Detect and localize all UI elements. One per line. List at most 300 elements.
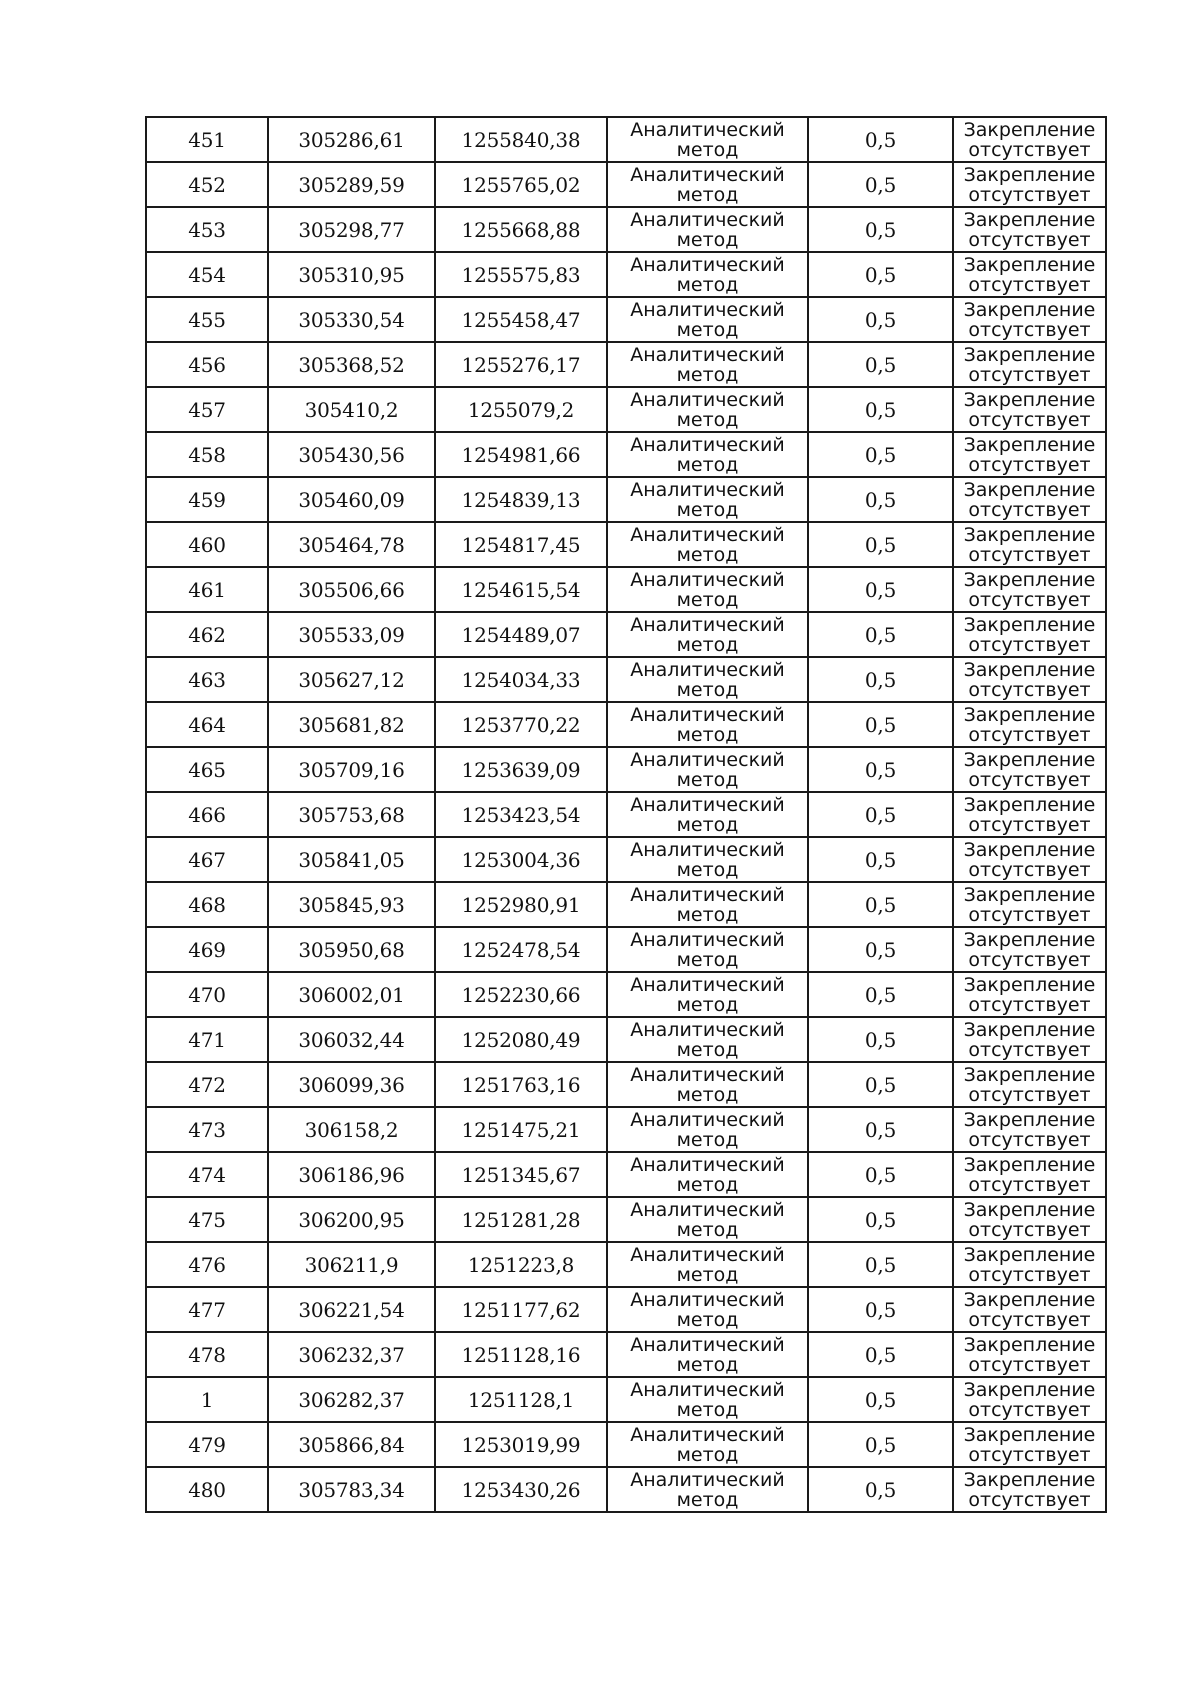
fixing-cell bbox=[953, 882, 1106, 927]
x-coordinate-cell: 305841,05 bbox=[268, 837, 435, 882]
fixing-cell-line: отсутствует bbox=[968, 138, 1091, 161]
fixing-cell bbox=[953, 117, 1106, 162]
x-coordinate-cell: 305330,54 bbox=[268, 297, 435, 342]
fixing-cell-line: Закрепление bbox=[963, 703, 1096, 726]
fixing-cell bbox=[953, 387, 1106, 432]
point-number-cell: 477 bbox=[146, 1287, 268, 1332]
fixing-cell-line: отсутствует bbox=[968, 318, 1091, 341]
method-cell-line: метод bbox=[676, 1488, 739, 1511]
table-row bbox=[146, 1467, 1106, 1512]
fixing-cell-line: Закрепление bbox=[963, 1198, 1096, 1221]
accuracy-cell: 0,5 bbox=[808, 297, 953, 342]
point-number-cell: 469 bbox=[146, 927, 268, 972]
table-row bbox=[146, 1377, 1106, 1422]
fixing-cell-line: отсутствует bbox=[968, 633, 1091, 656]
fixing-cell bbox=[953, 1197, 1106, 1242]
y-coordinate-cell: 1253639,09 bbox=[435, 747, 607, 792]
x-coordinate-cell: 305533,09 bbox=[268, 612, 435, 657]
method-cell bbox=[607, 1107, 808, 1152]
fixing-cell-line: Закрепление bbox=[963, 613, 1096, 636]
y-coordinate-cell: 1251177,62 bbox=[435, 1287, 607, 1332]
fixing-cell-line: Закрепление bbox=[963, 1243, 1096, 1266]
table-row bbox=[146, 387, 1106, 432]
fixing-cell-line: Закрепление bbox=[963, 793, 1096, 816]
point-number-cell: 478 bbox=[146, 1332, 268, 1377]
fixing-cell bbox=[953, 522, 1106, 567]
accuracy-cell: 0,5 bbox=[808, 1242, 953, 1287]
fixing-cell-line: отсутствует bbox=[968, 453, 1091, 476]
accuracy-cell: 0,5 bbox=[808, 252, 953, 297]
method-cell-line: Аналитический bbox=[630, 163, 785, 186]
coordinates-table-container bbox=[145, 116, 1105, 1513]
x-coordinate-cell: 305627,12 bbox=[268, 657, 435, 702]
method-cell-line: Аналитический bbox=[630, 1333, 785, 1356]
table-row bbox=[146, 1422, 1106, 1467]
y-coordinate-cell: 1253019,99 bbox=[435, 1422, 607, 1467]
fixing-cell-line: Закрепление bbox=[963, 1333, 1096, 1356]
method-cell-line: метод bbox=[676, 1398, 739, 1421]
method-cell-line: Аналитический bbox=[630, 343, 785, 366]
x-coordinate-cell: 306002,01 bbox=[268, 972, 435, 1017]
point-number-cell: 471 bbox=[146, 1017, 268, 1062]
table-body bbox=[146, 117, 1106, 1512]
method-cell bbox=[607, 1062, 808, 1107]
table-row bbox=[146, 207, 1106, 252]
fixing-cell bbox=[953, 1152, 1106, 1197]
point-number-cell: 1 bbox=[146, 1377, 268, 1422]
accuracy-cell: 0,5 bbox=[808, 927, 953, 972]
accuracy-cell: 0,5 bbox=[808, 882, 953, 927]
fixing-cell-line: Закрепление bbox=[963, 658, 1096, 681]
table-row bbox=[146, 1062, 1106, 1107]
y-coordinate-cell: 1252980,91 bbox=[435, 882, 607, 927]
method-cell-line: Аналитический bbox=[630, 703, 785, 726]
point-number-cell: 452 bbox=[146, 162, 268, 207]
table-row bbox=[146, 1017, 1106, 1062]
method-cell-line: метод bbox=[676, 993, 739, 1016]
fixing-cell bbox=[953, 342, 1106, 387]
method-cell-line: метод bbox=[676, 318, 739, 341]
method-cell-line: Аналитический bbox=[630, 1423, 785, 1446]
method-cell bbox=[607, 432, 808, 477]
point-number-cell: 451 bbox=[146, 117, 268, 162]
method-cell-line: Аналитический bbox=[630, 1243, 785, 1266]
x-coordinate-cell: 305310,95 bbox=[268, 252, 435, 297]
fixing-cell-line: Закрепление bbox=[963, 1378, 1096, 1401]
x-coordinate-cell: 305464,78 bbox=[268, 522, 435, 567]
y-coordinate-cell: 1254489,07 bbox=[435, 612, 607, 657]
y-coordinate-cell: 1251223,8 bbox=[435, 1242, 607, 1287]
fixing-cell bbox=[953, 207, 1106, 252]
fixing-cell-line: отсутствует bbox=[968, 228, 1091, 251]
fixing-cell-line: отсутствует bbox=[968, 1488, 1091, 1511]
x-coordinate-cell: 306032,44 bbox=[268, 1017, 435, 1062]
table-row bbox=[146, 927, 1106, 972]
x-coordinate-cell: 305866,84 bbox=[268, 1422, 435, 1467]
method-cell-line: метод bbox=[676, 678, 739, 701]
method-cell bbox=[607, 252, 808, 297]
fixing-cell-line: отсутствует bbox=[968, 678, 1091, 701]
fixing-cell bbox=[953, 927, 1106, 972]
method-cell-line: Аналитический bbox=[630, 1063, 785, 1086]
fixing-cell-line: отсутствует bbox=[968, 1308, 1091, 1331]
method-cell bbox=[607, 1017, 808, 1062]
method-cell-line: Аналитический bbox=[630, 253, 785, 276]
point-number-cell: 475 bbox=[146, 1197, 268, 1242]
accuracy-cell: 0,5 bbox=[808, 1017, 953, 1062]
fixing-cell-line: отсутствует bbox=[968, 1038, 1091, 1061]
method-cell bbox=[607, 927, 808, 972]
fixing-cell-line: Закрепление bbox=[963, 883, 1096, 906]
x-coordinate-cell: 305289,59 bbox=[268, 162, 435, 207]
method-cell bbox=[607, 792, 808, 837]
accuracy-cell: 0,5 bbox=[808, 1197, 953, 1242]
method-cell bbox=[607, 1152, 808, 1197]
method-cell-line: метод bbox=[676, 858, 739, 881]
point-number-cell: 462 bbox=[146, 612, 268, 657]
table-row bbox=[146, 1107, 1106, 1152]
fixing-cell bbox=[953, 747, 1106, 792]
accuracy-cell: 0,5 bbox=[808, 1062, 953, 1107]
y-coordinate-cell: 1253770,22 bbox=[435, 702, 607, 747]
accuracy-cell: 0,5 bbox=[808, 522, 953, 567]
accuracy-cell: 0,5 bbox=[808, 792, 953, 837]
accuracy-cell: 0,5 bbox=[808, 972, 953, 1017]
method-cell-line: Аналитический bbox=[630, 613, 785, 636]
y-coordinate-cell: 1253004,36 bbox=[435, 837, 607, 882]
fixing-cell bbox=[953, 252, 1106, 297]
method-cell bbox=[607, 297, 808, 342]
table-row bbox=[146, 837, 1106, 882]
point-number-cell: 468 bbox=[146, 882, 268, 927]
fixing-cell bbox=[953, 1107, 1106, 1152]
method-cell-line: метод bbox=[676, 1083, 739, 1106]
fixing-cell-line: отсутствует bbox=[968, 1443, 1091, 1466]
method-cell-line: метод bbox=[676, 948, 739, 971]
method-cell-line: Аналитический bbox=[630, 973, 785, 996]
x-coordinate-cell: 305286,61 bbox=[268, 117, 435, 162]
method-cell-line: Аналитический bbox=[630, 388, 785, 411]
accuracy-cell: 0,5 bbox=[808, 612, 953, 657]
accuracy-cell: 0,5 bbox=[808, 162, 953, 207]
fixing-cell bbox=[953, 567, 1106, 612]
method-cell-line: Аналитический bbox=[630, 433, 785, 456]
y-coordinate-cell: 1252230,66 bbox=[435, 972, 607, 1017]
fixing-cell-line: отсутствует bbox=[968, 1218, 1091, 1241]
fixing-cell-line: отсутствует bbox=[968, 498, 1091, 521]
method-cell bbox=[607, 1467, 808, 1512]
fixing-cell-line: Закрепление bbox=[963, 478, 1096, 501]
x-coordinate-cell: 305950,68 bbox=[268, 927, 435, 972]
method-cell bbox=[607, 1332, 808, 1377]
y-coordinate-cell: 1254839,13 bbox=[435, 477, 607, 522]
fixing-cell-line: Закрепление bbox=[963, 1423, 1096, 1446]
x-coordinate-cell: 305709,16 bbox=[268, 747, 435, 792]
point-number-cell: 463 bbox=[146, 657, 268, 702]
method-cell bbox=[607, 747, 808, 792]
fixing-cell-line: Закрепление bbox=[963, 118, 1096, 141]
y-coordinate-cell: 1255840,38 bbox=[435, 117, 607, 162]
x-coordinate-cell: 305368,52 bbox=[268, 342, 435, 387]
accuracy-cell: 0,5 bbox=[808, 1467, 953, 1512]
point-number-cell: 461 bbox=[146, 567, 268, 612]
table-row bbox=[146, 522, 1106, 567]
table-row bbox=[146, 117, 1106, 162]
y-coordinate-cell: 1254034,33 bbox=[435, 657, 607, 702]
table-row bbox=[146, 297, 1106, 342]
fixing-cell-line: Закрепление bbox=[963, 973, 1096, 996]
method-cell bbox=[607, 207, 808, 252]
accuracy-cell: 0,5 bbox=[808, 1287, 953, 1332]
fixing-cell-line: отсутствует bbox=[968, 1128, 1091, 1151]
fixing-cell-line: отсутствует bbox=[968, 948, 1091, 971]
fixing-cell bbox=[953, 1422, 1106, 1467]
table-row bbox=[146, 747, 1106, 792]
fixing-cell-line: Закрепление bbox=[963, 928, 1096, 951]
method-cell bbox=[607, 117, 808, 162]
y-coordinate-cell: 1251128,1 bbox=[435, 1377, 607, 1422]
point-number-cell: 454 bbox=[146, 252, 268, 297]
method-cell-line: Аналитический bbox=[630, 1198, 785, 1221]
y-coordinate-cell: 1251128,16 bbox=[435, 1332, 607, 1377]
point-number-cell: 470 bbox=[146, 972, 268, 1017]
x-coordinate-cell: 306282,37 bbox=[268, 1377, 435, 1422]
point-number-cell: 453 bbox=[146, 207, 268, 252]
method-cell-line: Аналитический bbox=[630, 118, 785, 141]
y-coordinate-cell: 1252080,49 bbox=[435, 1017, 607, 1062]
fixing-cell bbox=[953, 1062, 1106, 1107]
method-cell-line: метод bbox=[676, 183, 739, 206]
method-cell-line: метод bbox=[676, 1038, 739, 1061]
accuracy-cell: 0,5 bbox=[808, 837, 953, 882]
fixing-cell bbox=[953, 1467, 1106, 1512]
fixing-cell-line: отсутствует bbox=[968, 993, 1091, 1016]
point-number-cell: 457 bbox=[146, 387, 268, 432]
method-cell bbox=[607, 972, 808, 1017]
fixing-cell-line: Закрепление bbox=[963, 1108, 1096, 1131]
fixing-cell-line: отсутствует bbox=[968, 813, 1091, 836]
fixing-cell bbox=[953, 477, 1106, 522]
point-number-cell: 460 bbox=[146, 522, 268, 567]
fixing-cell-line: отсутствует bbox=[968, 1353, 1091, 1376]
y-coordinate-cell: 1254981,66 bbox=[435, 432, 607, 477]
fixing-cell-line: Закрепление bbox=[963, 343, 1096, 366]
x-coordinate-cell: 305298,77 bbox=[268, 207, 435, 252]
x-coordinate-cell: 305783,34 bbox=[268, 1467, 435, 1512]
table-row bbox=[146, 252, 1106, 297]
method-cell-line: Аналитический bbox=[630, 1108, 785, 1131]
x-coordinate-cell: 306186,96 bbox=[268, 1152, 435, 1197]
y-coordinate-cell: 1255276,17 bbox=[435, 342, 607, 387]
point-number-cell: 465 bbox=[146, 747, 268, 792]
method-cell-line: Аналитический bbox=[630, 298, 785, 321]
y-coordinate-cell: 1253423,54 bbox=[435, 792, 607, 837]
method-cell-line: метод bbox=[676, 363, 739, 386]
fixing-cell-line: отсутствует bbox=[968, 1083, 1091, 1106]
method-cell-line: Аналитический bbox=[630, 1153, 785, 1176]
y-coordinate-cell: 1253430,26 bbox=[435, 1467, 607, 1512]
fixing-cell bbox=[953, 837, 1106, 882]
fixing-cell-line: Закрепление bbox=[963, 253, 1096, 276]
method-cell bbox=[607, 522, 808, 567]
table-row bbox=[146, 657, 1106, 702]
point-number-cell: 459 bbox=[146, 477, 268, 522]
method-cell-line: Аналитический bbox=[630, 1018, 785, 1041]
fixing-cell-line: Закрепление bbox=[963, 748, 1096, 771]
x-coordinate-cell: 305460,09 bbox=[268, 477, 435, 522]
accuracy-cell: 0,5 bbox=[808, 1422, 953, 1467]
fixing-cell-line: отсутствует bbox=[968, 588, 1091, 611]
y-coordinate-cell: 1251281,28 bbox=[435, 1197, 607, 1242]
method-cell-line: метод bbox=[676, 723, 739, 746]
fixing-cell-line: отсутствует bbox=[968, 408, 1091, 431]
fixing-cell bbox=[953, 702, 1106, 747]
y-coordinate-cell: 1255575,83 bbox=[435, 252, 607, 297]
point-number-cell: 455 bbox=[146, 297, 268, 342]
fixing-cell-line: Закрепление bbox=[963, 1153, 1096, 1176]
method-cell bbox=[607, 567, 808, 612]
method-cell bbox=[607, 342, 808, 387]
method-cell bbox=[607, 162, 808, 207]
fixing-cell bbox=[953, 1242, 1106, 1287]
x-coordinate-cell: 305845,93 bbox=[268, 882, 435, 927]
fixing-cell-line: Закрепление bbox=[963, 208, 1096, 231]
method-cell bbox=[607, 702, 808, 747]
y-coordinate-cell: 1254817,45 bbox=[435, 522, 607, 567]
method-cell-line: Аналитический bbox=[630, 1378, 785, 1401]
point-number-cell: 480 bbox=[146, 1467, 268, 1512]
method-cell-line: Аналитический bbox=[630, 1468, 785, 1491]
fixing-cell bbox=[953, 612, 1106, 657]
method-cell-line: метод bbox=[676, 633, 739, 656]
fixing-cell bbox=[953, 1332, 1106, 1377]
point-number-cell: 456 bbox=[146, 342, 268, 387]
method-cell bbox=[607, 1422, 808, 1467]
fixing-cell-line: Закрепление bbox=[963, 298, 1096, 321]
point-number-cell: 474 bbox=[146, 1152, 268, 1197]
accuracy-cell: 0,5 bbox=[808, 387, 953, 432]
fixing-cell-line: отсутствует bbox=[968, 1173, 1091, 1196]
table-row bbox=[146, 1242, 1106, 1287]
table-row bbox=[146, 702, 1106, 747]
table-row bbox=[146, 567, 1106, 612]
x-coordinate-cell: 305430,56 bbox=[268, 432, 435, 477]
x-coordinate-cell: 305753,68 bbox=[268, 792, 435, 837]
fixing-cell-line: отсутствует bbox=[968, 273, 1091, 296]
fixing-cell-line: отсутствует bbox=[968, 768, 1091, 791]
x-coordinate-cell: 306232,37 bbox=[268, 1332, 435, 1377]
accuracy-cell: 0,5 bbox=[808, 1377, 953, 1422]
method-cell-line: метод bbox=[676, 453, 739, 476]
fixing-cell-line: отсутствует bbox=[968, 363, 1091, 386]
method-cell bbox=[607, 612, 808, 657]
fixing-cell-line: отсутствует bbox=[968, 903, 1091, 926]
fixing-cell-line: Закрепление bbox=[963, 163, 1096, 186]
fixing-cell bbox=[953, 1287, 1106, 1332]
accuracy-cell: 0,5 bbox=[808, 432, 953, 477]
method-cell-line: метод bbox=[676, 543, 739, 566]
table-row bbox=[146, 972, 1106, 1017]
point-number-cell: 479 bbox=[146, 1422, 268, 1467]
point-number-cell: 464 bbox=[146, 702, 268, 747]
y-coordinate-cell: 1252478,54 bbox=[435, 927, 607, 972]
fixing-cell-line: отсутствует bbox=[968, 1263, 1091, 1286]
fixing-cell-line: Закрепление bbox=[963, 523, 1096, 546]
x-coordinate-cell: 306099,36 bbox=[268, 1062, 435, 1107]
fixing-cell-line: отсутствует bbox=[968, 723, 1091, 746]
table-row bbox=[146, 1287, 1106, 1332]
fixing-cell bbox=[953, 972, 1106, 1017]
y-coordinate-cell: 1255765,02 bbox=[435, 162, 607, 207]
accuracy-cell: 0,5 bbox=[808, 1107, 953, 1152]
table-row bbox=[146, 1332, 1106, 1377]
fixing-cell bbox=[953, 657, 1106, 702]
method-cell-line: метод bbox=[676, 1443, 739, 1466]
method-cell bbox=[607, 1242, 808, 1287]
table-row bbox=[146, 792, 1106, 837]
fixing-cell bbox=[953, 1017, 1106, 1062]
point-number-cell: 473 bbox=[146, 1107, 268, 1152]
accuracy-cell: 0,5 bbox=[808, 1332, 953, 1377]
accuracy-cell: 0,5 bbox=[808, 477, 953, 522]
x-coordinate-cell: 306200,95 bbox=[268, 1197, 435, 1242]
method-cell-line: метод bbox=[676, 138, 739, 161]
fixing-cell-line: Закрепление bbox=[963, 1468, 1096, 1491]
method-cell bbox=[607, 1377, 808, 1422]
x-coordinate-cell: 306158,2 bbox=[268, 1107, 435, 1152]
x-coordinate-cell: 306211,9 bbox=[268, 1242, 435, 1287]
fixing-cell-line: отсутствует bbox=[968, 858, 1091, 881]
method-cell-line: Аналитический bbox=[630, 748, 785, 771]
point-number-cell: 476 bbox=[146, 1242, 268, 1287]
fixing-cell bbox=[953, 792, 1106, 837]
y-coordinate-cell: 1251345,67 bbox=[435, 1152, 607, 1197]
table-row bbox=[146, 432, 1106, 477]
method-cell bbox=[607, 837, 808, 882]
method-cell bbox=[607, 477, 808, 522]
method-cell-line: метод bbox=[676, 273, 739, 296]
x-coordinate-cell: 305506,66 bbox=[268, 567, 435, 612]
accuracy-cell: 0,5 bbox=[808, 1152, 953, 1197]
table-row bbox=[146, 162, 1106, 207]
point-number-cell: 466 bbox=[146, 792, 268, 837]
y-coordinate-cell: 1251475,21 bbox=[435, 1107, 607, 1152]
method-cell-line: Аналитический bbox=[630, 478, 785, 501]
fixing-cell bbox=[953, 297, 1106, 342]
method-cell bbox=[607, 1197, 808, 1242]
method-cell-line: метод bbox=[676, 1173, 739, 1196]
table-row bbox=[146, 882, 1106, 927]
coordinates-table bbox=[145, 116, 1107, 1513]
method-cell-line: метод bbox=[676, 768, 739, 791]
y-coordinate-cell: 1254615,54 bbox=[435, 567, 607, 612]
fixing-cell-line: Закрепление bbox=[963, 568, 1096, 591]
fixing-cell-line: Закрепление bbox=[963, 838, 1096, 861]
method-cell-line: метод bbox=[676, 903, 739, 926]
method-cell bbox=[607, 882, 808, 927]
method-cell-line: метод bbox=[676, 813, 739, 836]
method-cell-line: Аналитический bbox=[630, 208, 785, 231]
accuracy-cell: 0,5 bbox=[808, 117, 953, 162]
method-cell-line: Аналитический bbox=[630, 568, 785, 591]
fixing-cell-line: Закрепление bbox=[963, 388, 1096, 411]
method-cell-line: Аналитический bbox=[630, 928, 785, 951]
method-cell-line: метод bbox=[676, 228, 739, 251]
y-coordinate-cell: 1255079,2 bbox=[435, 387, 607, 432]
accuracy-cell: 0,5 bbox=[808, 747, 953, 792]
y-coordinate-cell: 1255458,47 bbox=[435, 297, 607, 342]
fixing-cell-line: отсутствует bbox=[968, 543, 1091, 566]
